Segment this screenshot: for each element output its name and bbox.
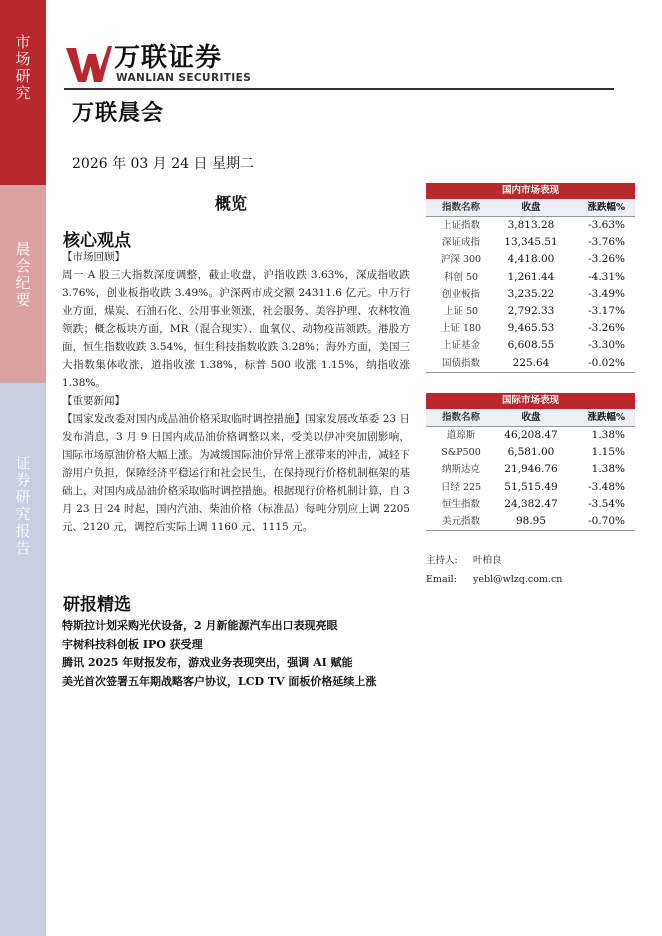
intl-table-title: 国际市场表现 xyxy=(426,393,635,409)
intl-table-header xyxy=(426,409,635,427)
table-row xyxy=(426,355,635,373)
logo-name-en: WANLIAN SECURITIES xyxy=(116,72,252,84)
analyst-info xyxy=(426,551,562,589)
table-row xyxy=(426,269,635,286)
wanlian-logo-icon xyxy=(64,44,112,84)
header-index-name: 指数名称 xyxy=(441,202,480,213)
header-divider xyxy=(64,88,614,90)
sidebar xyxy=(0,0,46,936)
research-item[interactable]: 特斯拉计划采购光伏设备，2 月新能源汽车出口表现亮眼 xyxy=(62,619,338,632)
cell-close: 4,418.00 xyxy=(507,253,555,266)
international-market-table xyxy=(426,393,635,531)
research-list xyxy=(62,617,376,691)
cell-change: -3.26% xyxy=(588,322,625,335)
table-row xyxy=(426,286,635,303)
table-row xyxy=(426,479,635,496)
report-date: 2026 年 03 月 24 日 星期二 xyxy=(72,156,254,172)
cell-close: 2,792.33 xyxy=(507,304,555,317)
header-close: 收盘 xyxy=(521,412,541,423)
cell-index-name: 创业板指 xyxy=(441,288,480,300)
cell-change: -3.49% xyxy=(588,287,625,300)
core-views-body xyxy=(62,248,410,536)
cell-index-name: 科创 50 xyxy=(443,271,479,283)
cell-index-name: 上证 180 xyxy=(440,323,482,335)
cell-index-name: 国债指数 xyxy=(441,357,480,369)
cell-index-name: S&P500 xyxy=(441,447,481,459)
cell-index-name: 上证 50 xyxy=(443,305,479,317)
cell-index-name: 纳斯达克 xyxy=(441,464,480,476)
cell-index-name: 恒生指数 xyxy=(441,498,480,510)
cell-close: 1,261.44 xyxy=(507,270,555,283)
email-link[interactable]: yebl@wlzq.com.cn xyxy=(473,574,563,585)
core-views-heading: 核心观点 xyxy=(63,231,131,251)
header-index-name: 指数名称 xyxy=(441,412,480,423)
table-row xyxy=(426,513,635,531)
domestic-table-title: 国内市场表现 xyxy=(426,183,635,199)
cell-change: -3.63% xyxy=(588,219,625,231)
research-item[interactable]: 美光首次签署五年期战略客户协议，LCD TV 面板价格延续上涨 xyxy=(62,674,377,688)
domestic-table-body xyxy=(426,217,635,373)
cell-index-name: 沪深 300 xyxy=(440,254,482,266)
host-label: 主持人: xyxy=(426,555,458,566)
research-heading: 研报精选 xyxy=(63,595,131,615)
cell-close: 6,581.00 xyxy=(507,446,555,459)
cell-close: 46,208.47 xyxy=(504,429,558,441)
cell-change: -4.31% xyxy=(588,270,625,283)
table-row xyxy=(426,217,635,234)
table-row xyxy=(426,303,635,320)
cell-close: 6,608.55 xyxy=(507,339,555,352)
table-row xyxy=(426,461,635,478)
cell-close: 3,813.28 xyxy=(507,219,555,231)
table-row xyxy=(426,234,635,251)
logo-name-cn: 万联证券 xyxy=(114,43,223,73)
domestic-table-header xyxy=(426,199,635,217)
cell-change: 1.15% xyxy=(591,446,625,459)
table-row xyxy=(426,337,635,354)
news-tag: 【重要新闻】 xyxy=(62,395,125,407)
cell-close: 225.64 xyxy=(512,356,550,369)
sidebar-bottom-label: 证券研究报告 xyxy=(13,455,32,557)
table-row xyxy=(426,251,635,268)
cell-close: 21,946.76 xyxy=(504,463,558,476)
research-item[interactable]: 腾讯 2025 年财报发布，游戏业务表现突出，强调 AI 赋能 xyxy=(62,656,353,669)
overview-heading: 概览 xyxy=(215,194,248,213)
header-close: 收盘 xyxy=(521,202,541,213)
news-text: 【国家发改委对国内成品油价格采取临时调控措施】国家发展改革委 23 日发布消息，3 月 9 日国内成品油价格调整以来，受美以伊冲突加剧影响，国际市场原油价格大幅上涨。为减缓国际油价异常上涨带来的冲击，减轻下游用户负担，保障经济平稳运行和社会民生，在保持现行价格机制框架的基础上，对国内成品油价格采取临时调控措施。根据现行价格机制计算，自 3 月 23 日 24 时起，国内汽油、柴油价格（标准品）每吨分别应上调 2205 元、2120 元，调控后实际上调 1160 元、1115 元。 xyxy=(62,413,410,533)
header-change: 涨跌幅% xyxy=(587,412,625,423)
cell-change: 1.38% xyxy=(591,463,625,476)
table-row xyxy=(426,320,635,337)
report-title: 万联晨会 xyxy=(72,100,165,126)
cell-close: 51,515.49 xyxy=(504,480,558,493)
domestic-market-table xyxy=(426,183,635,373)
cell-change: -3.54% xyxy=(588,497,625,510)
cell-index-name: 日经 225 xyxy=(440,481,482,493)
cell-index-name: 道琼斯 xyxy=(446,430,476,441)
cell-close: 24,382.47 xyxy=(504,497,558,510)
research-item[interactable]: 宇树科技科创板 IPO 获受理 xyxy=(62,637,203,651)
sidebar-research-report xyxy=(0,383,46,936)
cell-close: 9,465.53 xyxy=(507,322,555,335)
header-change: 涨跌幅% xyxy=(587,202,625,213)
sidebar-middle-label: 晨会纪要 xyxy=(13,241,32,309)
sidebar-top-label: 市场研究 xyxy=(13,34,32,102)
company-logo xyxy=(64,44,251,84)
table-row xyxy=(426,444,635,461)
cell-change: -0.02% xyxy=(588,356,625,369)
email-label: Email: xyxy=(426,574,457,585)
cell-index-name: 美元指数 xyxy=(441,515,480,527)
cell-change: 1.38% xyxy=(591,429,625,441)
sidebar-morning-summary xyxy=(0,185,46,383)
cell-change: -3.48% xyxy=(588,480,625,493)
cell-change: -3.17% xyxy=(588,304,625,317)
cell-change: -0.70% xyxy=(588,514,625,527)
cell-change: -3.26% xyxy=(588,253,625,266)
cell-change: -3.76% xyxy=(588,236,625,249)
cell-index-name: 上证基金 xyxy=(441,340,480,352)
cell-close: 3,235.22 xyxy=(507,287,555,300)
cell-close: 98.95 xyxy=(515,514,547,527)
cell-close: 13,345.51 xyxy=(504,236,558,249)
market-review-tag: 【市场回顾】 xyxy=(62,251,125,263)
table-row xyxy=(426,496,635,513)
intl-table-body xyxy=(426,427,635,531)
cell-index-name: 深证成指 xyxy=(441,237,480,249)
table-row xyxy=(426,427,635,444)
market-review-text: 周一 A 股三大指数深度调整，截止收盘，沪指收跌 3.63%，深成指收跌 3.76%，创业板指收跌 3.49%。沪深两市成交额 24311.6 亿元。中万行业方面，煤炭、石油石化、公用事业领涨，社会服务、美容护理、农林牧渔领跌；概念板块方面，MR（混合现实）、血氧仪、动物疫苗领跌。港股方面，恒生指数收跌 3.54%，恒生科技指数收跌 3.28%；海外方面，美国三大指数集体收涨，道指收涨 1.38%，标普 500 收涨 1.15%，纳指收涨 1.38%。 xyxy=(62,269,410,389)
cell-change: -3.30% xyxy=(588,339,625,352)
sidebar-market-research xyxy=(0,0,46,185)
host-name: 叶柏良 xyxy=(473,555,502,566)
cell-index-name: 上证指数 xyxy=(441,220,480,231)
